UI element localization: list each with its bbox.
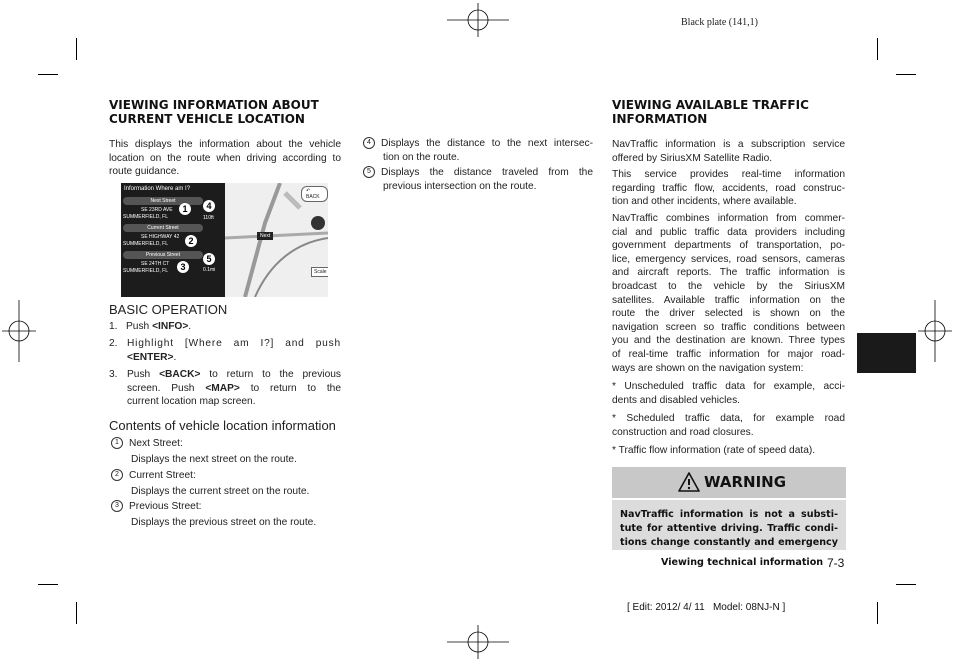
text-line: This displays the information about the vehicle	[109, 139, 341, 150]
back-arrow-icon: ↶	[306, 188, 311, 194]
step-number: 1.	[109, 321, 118, 332]
callout-marker-4: 4	[203, 200, 215, 212]
text-line: NavTraffic combines information from commer-	[612, 212, 845, 224]
previous-street-label: Previous Street	[123, 251, 203, 259]
city-name: SUMMERFIELD, FL	[123, 214, 169, 220]
crop-mark	[896, 74, 916, 75]
text-line: previous intersection on the route.	[383, 180, 537, 192]
text-line: you and the destination are known. Three types	[612, 335, 845, 347]
traffic-paragraphs	[612, 138, 845, 458]
chapter-tab	[857, 333, 916, 373]
text-line: navigation screen so traffic conditions between	[612, 321, 845, 333]
paragraph	[612, 444, 845, 458]
circled-number: 1	[111, 437, 123, 449]
text-line: broadcast to the vehicle by the SiriusXM	[612, 280, 845, 292]
city-name: SUMMERFIELD, FL	[123, 241, 169, 247]
footer-section-name: Viewing technical information	[661, 557, 824, 568]
key-info: <INFO>	[152, 321, 189, 332]
text-line: regarding traffic flow, accidents, road construc-	[612, 182, 845, 194]
text-line: of real-time traffic information for major road-	[612, 348, 845, 360]
middle-item-4	[363, 137, 593, 164]
warning-text	[620, 508, 838, 549]
next-distance: 110ft	[203, 215, 214, 221]
navigation-screen-illustration	[121, 183, 328, 297]
current-street-label: Current Street	[123, 224, 203, 232]
registration-mark-bottom	[447, 625, 509, 659]
text-line: construction and road closures.	[612, 426, 754, 438]
callout-marker-3: 3	[177, 261, 189, 273]
basic-operation-title: BASIC OPERATION	[109, 302, 228, 317]
section-heading-traffic	[612, 98, 809, 126]
text-line: government departments of transportation, po-	[612, 240, 845, 252]
back-button[interactable]	[301, 186, 328, 202]
text-line: tions change constantly and emergency	[620, 536, 838, 548]
screen-title: Information Where am I?	[124, 186, 191, 192]
step-text: Push	[127, 369, 160, 380]
warning-triangle-icon	[678, 472, 700, 492]
step-text: to return to the	[239, 382, 341, 394]
text-line: route the driver selected is shown on the	[612, 308, 845, 320]
key-enter: <ENTER>	[127, 351, 174, 363]
content-item-3	[111, 500, 316, 529]
heading-line: INFORMATION	[612, 112, 708, 126]
text-line: Displays the distance traveled from the	[381, 167, 593, 178]
next-street-label: Next Street	[123, 197, 203, 205]
circled-number: 5	[363, 166, 375, 178]
map-area	[225, 183, 328, 297]
content-description: Displays the previous street on the route.	[131, 516, 317, 528]
crop-mark	[877, 602, 878, 624]
text-line: cial and public traffic data providers including	[612, 226, 845, 238]
intro-paragraph	[109, 138, 341, 179]
text-line: ways are shown on the navigation system:	[612, 362, 804, 374]
heading-line: CURRENT VEHICLE LOCATION	[109, 112, 305, 126]
text-line: offered by SiriusXM Satellite Radio.	[612, 152, 773, 164]
crop-mark	[38, 584, 58, 585]
street-name: SE HIGHWAY 42	[141, 234, 180, 240]
street-name: SE 24TH CT	[141, 261, 170, 267]
text-line: dents and disabled vehicles.	[612, 394, 740, 406]
content-label: Current Street:	[129, 470, 196, 481]
step-text: Highlight [Where am I?] and push	[127, 338, 341, 349]
circled-number: 2	[111, 469, 123, 481]
step-text: .	[188, 321, 192, 332]
heading-line: VIEWING INFORMATION ABOUT	[109, 98, 319, 112]
content-item-2	[111, 469, 309, 498]
step-number: 2.	[109, 338, 118, 349]
next-street-info	[123, 207, 173, 221]
crop-mark	[38, 74, 58, 75]
step-text: current location map screen.	[127, 396, 256, 408]
previous-distance: 0.1mi	[203, 267, 216, 273]
contents-title: Contents of vehicle location information	[109, 418, 336, 433]
text-line: route guidance.	[109, 166, 180, 178]
circled-number: 4	[363, 137, 375, 149]
warning-title: WARNING	[704, 473, 787, 491]
content-description: Displays the current street on the route.	[131, 485, 310, 497]
street-name: SE 23RD AVE	[141, 207, 173, 213]
plate-label: Black plate (141,1)	[681, 17, 758, 28]
paragraph	[612, 168, 845, 209]
paragraph	[612, 412, 845, 439]
content-label: Next Street:	[129, 438, 183, 449]
registration-mark-top	[447, 3, 509, 37]
registration-mark-left	[2, 300, 36, 362]
step-2	[109, 337, 341, 364]
text-line: Displays the distance to the next intersec-	[381, 138, 593, 149]
paragraph	[612, 212, 845, 375]
paragraph	[612, 380, 845, 407]
callout-marker-5: 5	[203, 253, 215, 265]
crop-mark	[76, 602, 77, 624]
text-line: satellites. Available traffic information on the	[612, 294, 845, 306]
text-line: tion and other incidents, where available.	[612, 196, 797, 208]
step-1	[109, 320, 341, 334]
crop-mark	[877, 38, 878, 60]
content-label: Previous Street:	[129, 501, 202, 512]
text-line: * Traffic flow information (rate of speed data).	[612, 445, 816, 457]
middle-item-5	[363, 166, 593, 193]
city-name: SUMMERFIELD, FL	[123, 268, 169, 274]
text-line: lice, emergency services, road sensors, cameras	[612, 253, 845, 265]
next-tag: Next	[257, 232, 273, 240]
key-map: <MAP>	[205, 382, 240, 394]
text-line: location on the route when driving according to	[109, 152, 341, 164]
page-number: 7-3	[827, 556, 845, 570]
step-text: screen. Push	[127, 382, 206, 394]
text-line: tion on the route.	[383, 151, 460, 163]
scale-button[interactable]: Scale	[311, 267, 328, 277]
previous-street-info	[123, 261, 169, 275]
key-back: <BACK>	[159, 369, 201, 380]
callout-marker-2: 2	[185, 235, 197, 247]
text-line: tute for attentive driving. Traffic condi-	[620, 522, 838, 534]
warning-header	[612, 467, 846, 498]
crop-mark	[896, 584, 916, 585]
step-text: Push	[126, 321, 153, 332]
step-number: 3.	[109, 369, 118, 380]
info-panel	[121, 183, 225, 297]
text-line: and aircraft reports. The traffic information is	[612, 267, 845, 279]
text-line: * Unscheduled traffic data for example, acci-	[612, 381, 845, 393]
crop-mark	[76, 38, 77, 60]
paragraph	[612, 138, 845, 165]
content-item-1	[111, 437, 297, 466]
content-description: Displays the next street on the route.	[131, 453, 297, 465]
text-line: * Scheduled traffic data, for example road	[612, 413, 845, 425]
callout-marker-1: 1	[179, 203, 191, 215]
text-line: NavTraffic information is not a substi-	[620, 509, 838, 520]
circled-number: 3	[111, 500, 123, 512]
heading-line: VIEWING AVAILABLE TRAFFIC	[612, 98, 809, 112]
step-text: to return to the previous	[200, 369, 341, 380]
back-label: BACK	[306, 194, 320, 200]
text-line: This service provides real-time information	[612, 169, 845, 181]
current-street-info	[123, 234, 179, 248]
step-3	[109, 368, 341, 409]
edit-info: [ Edit: 2012/ 4/ 11 Model: 08NJ-N ]	[627, 602, 786, 613]
registration-mark-right	[918, 300, 952, 362]
section-heading-vehicle-location	[109, 98, 319, 126]
text-line: NavTraffic information is a subscription service	[612, 139, 845, 150]
step-text: .	[173, 351, 177, 363]
